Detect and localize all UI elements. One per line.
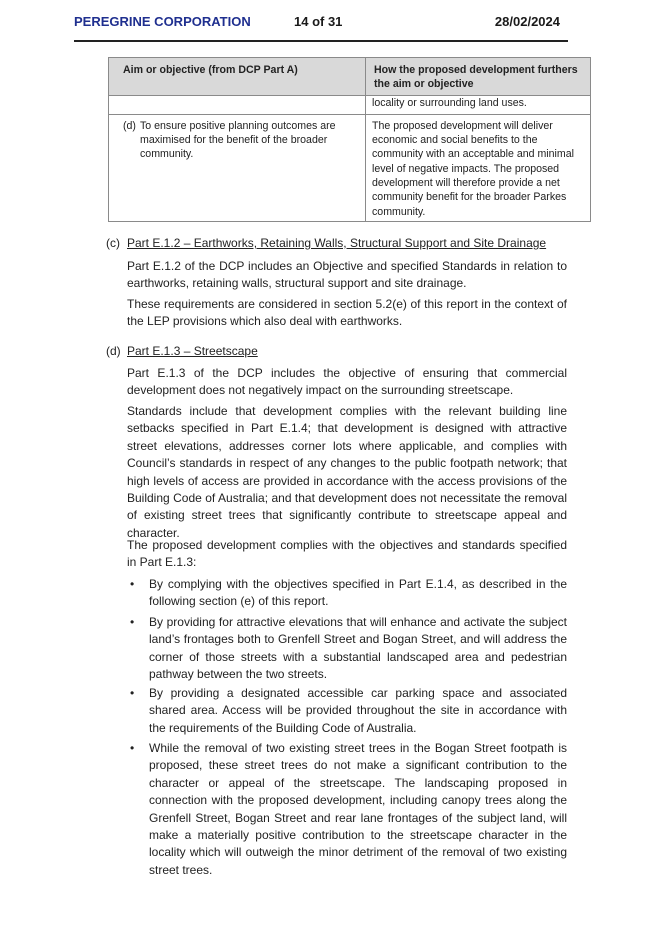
document-date: 28/02/2024 — [494, 14, 560, 29]
bullet-text: By providing a designated accessible car parking space and associated shared area. Access will be provided throughout the site in accordance with the requirements of the Building Code of Australia. — [149, 686, 567, 735]
table-row — [109, 95, 591, 114]
objective-text: To ensure positive planning outcomes are maximised for the benefit of the broader community. — [140, 119, 336, 161]
col-header-response: How the proposed development furthers the aim or objective — [366, 58, 591, 96]
table-cell-empty — [109, 95, 366, 114]
bullet-icon: • — [130, 686, 135, 700]
objective-label: (d) — [123, 119, 136, 132]
company-name: PEREGRINE CORPORATION — [74, 14, 251, 29]
bullet-icon: • — [130, 741, 135, 755]
section-d-heading — [106, 343, 258, 360]
page-header — [74, 14, 568, 34]
section-c-title: Part E.1.2 – Earthworks, Retaining Walls, Structural Support and Site Drainage — [127, 236, 547, 250]
section-d-title: Part E.1.3 – Streetscape — [127, 344, 258, 358]
bullet-text: By providing for attractive elevations that will enhance and activate the subject land’s frontages both to Grenfell Street and Bogan Street, and will address the corner of those streets with a substantial landscaped area and pedestrian pathway between the two streets. — [149, 615, 567, 682]
section-d-para-3: The proposed development complies with the objectives and standards specified in Part E.1.3: — [127, 538, 567, 570]
page-number: 14 of 31 — [294, 14, 343, 29]
section-d-letter: (d) — [106, 344, 121, 358]
bullet-icon: • — [130, 577, 135, 591]
list-item — [127, 740, 567, 879]
dcp-objectives-table — [108, 57, 591, 222]
section-c-heading — [106, 235, 546, 252]
table-cell-objective — [109, 114, 366, 221]
section-d-para-2: Standards include that development complies with the relevant building line setbacks specified in Part E.1.4; that development is designed with attractive street elevations, addresses corner lots where applicable, and complies with Council’s standards in respect of any changes to the public footpath network; that high levels of access are provided in accordance with the access provisions of the Building Code of Australia; and that development does not necessitate the removal of existing street trees that significantly contribute to streetscape appeal and character. — [127, 404, 567, 540]
list-item — [127, 576, 567, 611]
table-cell-response: The proposed development will deliver economic and social benefits to the community with an acceptable and minimal level of negative impacts. The proposed development will therefore provide a net community benefit for the broader Parkes community. — [366, 114, 591, 221]
list-item — [127, 685, 567, 737]
bullet-icon: • — [130, 615, 135, 629]
table-header-row — [109, 58, 591, 96]
section-c-para-2: These requirements are considered in section 5.2(e) of this report in the context of the LEP provisions which also deal with earthworks. — [127, 297, 567, 329]
section-c-letter: (c) — [106, 236, 120, 250]
bullet-text: While the removal of two existing street trees in the Bogan Street footpath is proposed, these street trees do not make a significant contribution to the character or appeal of the streetscape. The landscaping proposed in connection with the proposed development, including canopy trees along the Grenfell Street, Bogan Street and rear lane frontages of the subject land, will make a materially positive contribution to the streetscape character in the locality which will outweigh the minor detriment of the removal of two existing street trees. — [149, 741, 567, 877]
list-item — [127, 614, 567, 684]
header-divider — [74, 40, 568, 42]
table-cell-continued: locality or surrounding land uses. — [366, 95, 591, 114]
col-header-aim: Aim or objective (from DCP Part A) — [109, 58, 366, 96]
table-row — [109, 114, 591, 221]
section-c-para-1: Part E.1.2 of the DCP includes an Objective and specified Standards in relation to earthworks, retaining walls, structural support and site drainage. — [127, 259, 567, 291]
bullet-text: By complying with the objectives specified in Part E.1.4, as described in the following section (e) of this report. — [149, 577, 567, 609]
section-d-para-1: Part E.1.3 of the DCP includes the objective of ensuring that commercial development does not negatively impact on the surrounding streetscape. — [127, 366, 567, 398]
